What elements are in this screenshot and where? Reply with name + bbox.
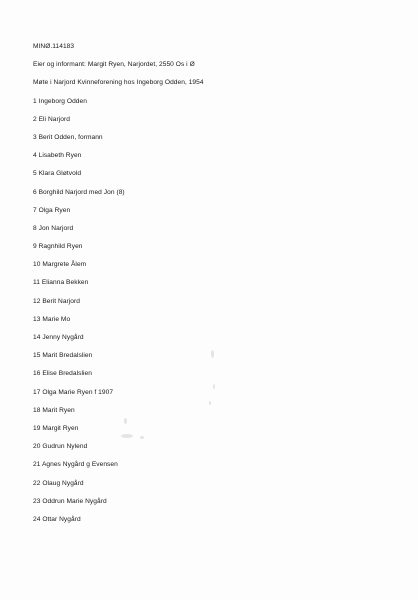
- list-item: 12 Berit Narjord: [33, 297, 80, 305]
- person-list: [33, 98, 393, 524]
- archive-id: MINØ.114183: [33, 43, 75, 50]
- list-item: 21 Agnes Nygård g Evensen: [33, 461, 118, 469]
- scan-mark: [211, 350, 214, 358]
- list-item: 13 Marie Mo: [33, 315, 71, 323]
- list-item: 22 Olaug Nygård: [33, 479, 84, 487]
- list-item: 1 Ingeborg Odden: [33, 97, 87, 105]
- list-item: 14 Jenny Nygård: [33, 334, 84, 341]
- list-item: 19 Margit Ryen: [33, 424, 79, 432]
- list-item: 6 Borghild Narjord med Jon (8): [33, 188, 125, 196]
- list-item: 24 Ottar Nygård: [33, 515, 81, 523]
- list-item: 15 Marit Bredalslien: [33, 352, 93, 360]
- list-item: 11 Elianna Bekken: [33, 279, 89, 287]
- list-item: 8 Jon Narjord: [33, 224, 74, 232]
- list-item: 9 Ragnhild Ryen: [33, 243, 83, 251]
- list-item: 3 Berit Odden, formann: [33, 133, 103, 141]
- list-item: 2 Eli Narjord: [33, 115, 70, 123]
- scan-mark: [213, 384, 215, 389]
- scan-mark: [121, 434, 133, 438]
- list-item: 17 Olga Marie Ryen f 1907: [33, 388, 114, 396]
- list-item: 5 Klara Gløtvold: [33, 170, 82, 178]
- list-item: 10 Margrete Ålem: [33, 261, 87, 269]
- list-item: 23 Oddrun Marie Nygård: [33, 497, 107, 505]
- document-body: [33, 43, 393, 534]
- list-item: 7 Olga Ryen: [33, 206, 71, 214]
- list-item: 20 Gudrun Nylend: [33, 443, 88, 451]
- scan-mark: [140, 436, 144, 439]
- owner-informant: Eier og informant: Margit Ryen, Narjordet, 2550 Os i Ø: [33, 61, 195, 69]
- list-item: 18 Marit Ryen: [33, 406, 75, 414]
- scan-mark: [209, 401, 211, 405]
- meeting-description: Møte i Narjord Kvinneforening hos Ingeborg Odden, 1954: [33, 79, 204, 87]
- list-item: 4 Lisabeth Ryen: [33, 152, 82, 160]
- scan-mark: [124, 418, 127, 424]
- list-item: 16 Elise Bredalslien: [33, 370, 92, 378]
